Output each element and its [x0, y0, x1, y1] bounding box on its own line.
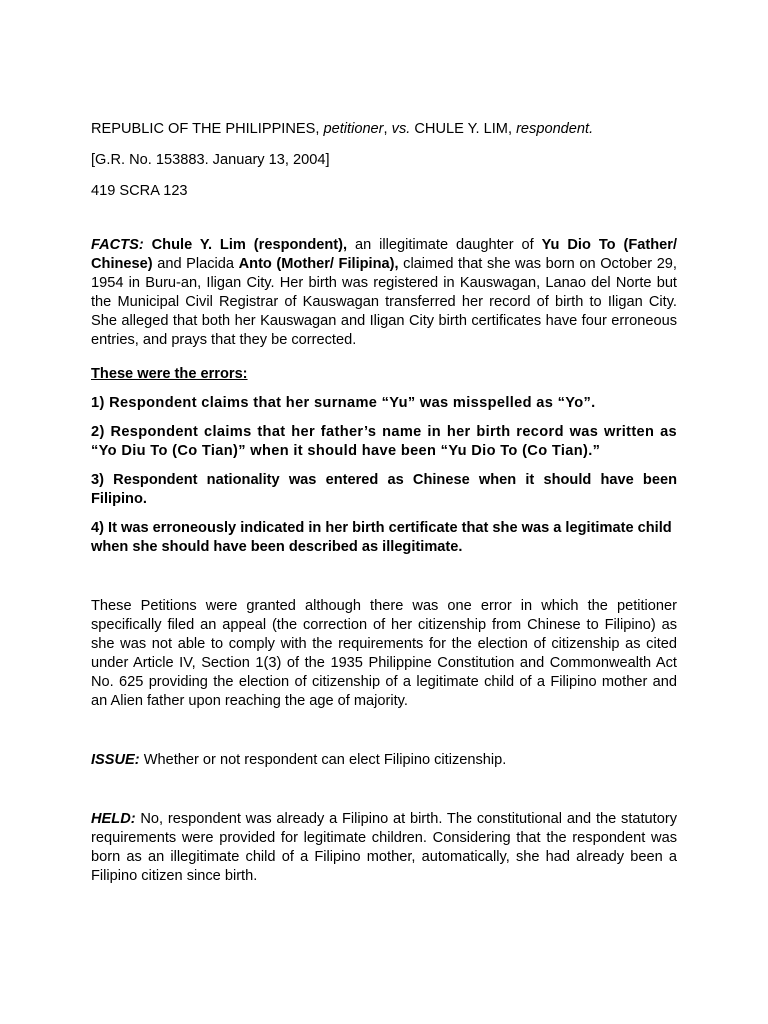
held-label: HELD: — [91, 811, 136, 827]
error-item-4: 4) It was erroneously indicated in her birth certificate that she was a legitimate child when she should have been described as illegitimate. — [91, 520, 672, 555]
facts-text-1: an illegitimate daughter of — [347, 237, 542, 253]
held-paragraph — [91, 810, 677, 886]
scra-citation: 419 SCRA 123 — [91, 183, 188, 199]
caption-petitioner: petitioner — [323, 121, 384, 137]
facts-paragraph — [91, 236, 677, 350]
caption-comma: , — [383, 121, 388, 137]
document-page — [91, 120, 677, 886]
petitions-paragraph: These Petitions were granted although there was one error in which the petitioner specifically filed an appeal (the correction of her citizenship from Chinese to Filipino) as she was not able to comply with the requirements for the election of citizenship as cited under Article IV, Section 1(3) of the 1935 Philippine Constitution and Commonwealth Act No. 625 providing the election of citizenship of a legitimate child of a Filipino mother and an Alien father upon reaching the age of majority. — [91, 598, 677, 709]
errors-title: These were the errors: — [91, 366, 248, 382]
facts-text-2: and Placida — [152, 256, 239, 272]
error-item-2: 2) Respondent claims that her father’s name in her birth record was written as “Yo Diu To (Co Tian)” when it should have been “Yu Dio To (Co Tian).” — [91, 424, 677, 459]
caption-respondent-name: CHULE Y. LIM, — [414, 121, 512, 137]
facts-label: FACTS: — [91, 237, 144, 253]
facts-respondent: Chule Y. Lim (respondent), — [151, 237, 348, 253]
error-item-3: 3) Respondent nationality was entered as Chinese when it should have been Filipino. — [91, 472, 677, 507]
facts-text-3: claimed that she was born on October 29, 1954 in Buru-an, Iligan City. Her birth was registered in Kauswagan, Lanao del Norte but the Municipal Civil Registrar of Kauswagan transferred her record of birth to Iligan City. She alleged that both her Kauswagan and Iligan City birth certificates have four erroneous entries, and prays that they be corrected. — [91, 256, 677, 348]
caption-respondent: respondent. — [516, 121, 594, 137]
caption-republic: REPUBLIC OF THE PHILIPPINES, — [91, 121, 320, 137]
error-item-1: 1) Respondent claims that her surname “Yu” was misspelled as “Yo”. — [91, 395, 596, 411]
issue-text: Whether or not respondent can elect Filipino citizenship. — [139, 752, 507, 768]
issue-label: ISSUE: — [91, 752, 140, 768]
issue-paragraph — [91, 751, 677, 770]
gr-citation: [G.R. No. 153883. January 13, 2004] — [91, 152, 330, 168]
caption-vs: vs. — [391, 121, 411, 137]
facts-father: Yu Dio To (Father/ Chinese) — [91, 237, 678, 272]
held-text: No, respondent was already a Filipino at birth. The constitutional and the statutory requirements were provided for legitimate children. Considering that the respondent was born as an illegitimate child of a Filipino mother, automatically, she had already been a Filipino citizen since birth. — [91, 811, 677, 884]
case-caption — [91, 120, 677, 139]
facts-mother: Anto (Mother/ Filipina), — [238, 256, 399, 272]
